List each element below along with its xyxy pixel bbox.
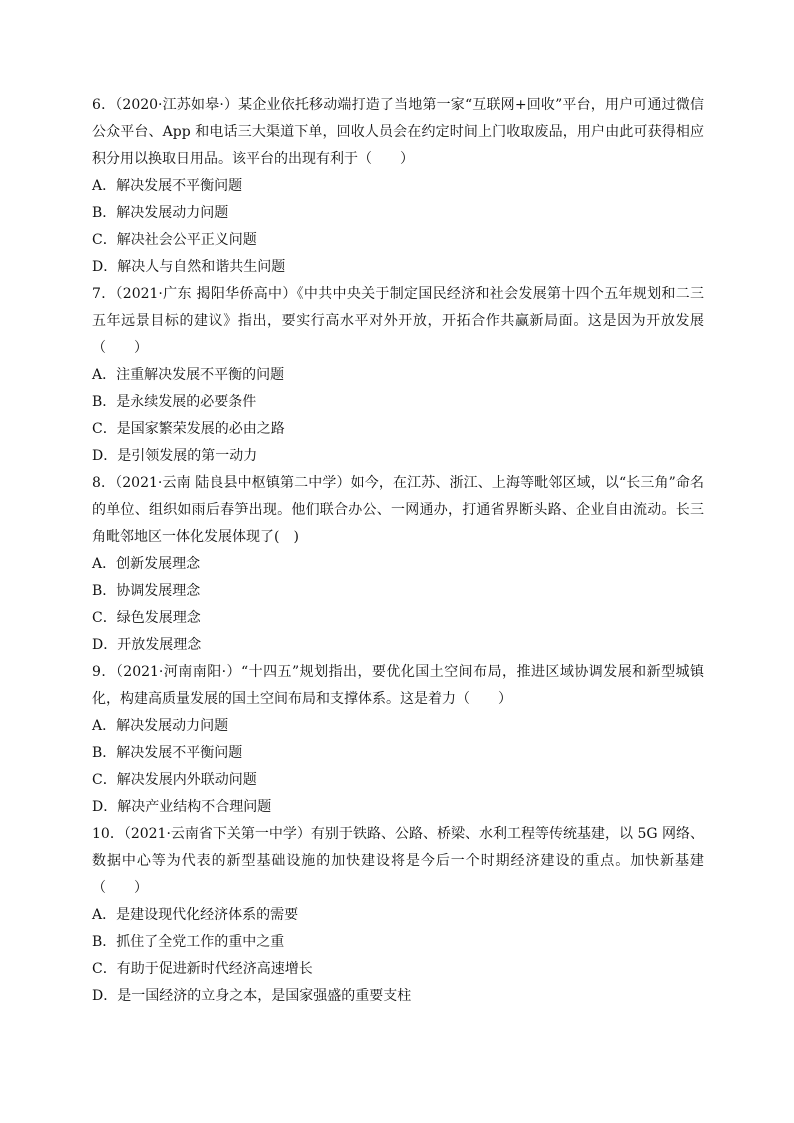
option-a: A．创新发展理念 (92, 556, 201, 572)
question-stem: 8．（2021·云南 陆良县中枢镇第二中学）如今，在江苏、浙江、上海等毗邻区域，以“长三角”命名的单位、组织如雨后春笋出现。他们联合办公、一网通办，打通省界断头路、企业自由流动。长三角毗邻地区一体化发展体现了( ) (92, 475, 704, 545)
option-c: C．解决社会公平正义问题 (92, 232, 257, 248)
option-d: D．开放发展理念 (92, 637, 202, 653)
question-stem: 10．（2021·云南省下关第一中学）有别于铁路、公路、桥梁、水利工程等传统基建，以 5G 网络、数据中心等为代表的新型基础设施的加快建设将是今后一个时期经济建设的重点。加快新基建（ ） (92, 826, 704, 896)
question-stem: 9．（2021·河南南阳·）“十四五”规划指出，要优化国土空间布局，推进区域协调发展和新型城镇化，构建高质量发展的国土空间布局和支撑体系。这是着力（ ） (92, 664, 704, 707)
question-6 (92, 92, 704, 281)
question-7 (92, 281, 704, 470)
option-b: B．抓住了全党工作的重中之重 (92, 934, 285, 950)
option-d: D．解决人与自然和谐共生问题 (92, 259, 286, 275)
option-b: B．解决发展动力问题 (92, 205, 229, 221)
question-stem: 7．（2021·广东 揭阳华侨高中）《中共中央关于制定国民经济和社会发展第十四个五年规划和二三五年远景目标的建议》指出，要实行高水平对外开放，开拓合作共赢新局面。这是因为开放发展（ ） (92, 286, 704, 356)
question-8 (92, 470, 704, 659)
question-stem: 6．（2020·江苏如皋·）某企业依托移动端打造了当地第一家“互联网+回收”平台，用户可通过微信公众平台、App 和电话三大渠道下单，回收人员会在约定时间上门收取废品，用户由此可获得相应积分用以换取日用品。该平台的出现有利于（ ） (92, 97, 704, 167)
option-c: C．绿色发展理念 (92, 610, 201, 626)
option-c: C．有助于促进新时代经济高速增长 (92, 961, 313, 977)
question-10 (92, 821, 704, 1010)
question-9 (92, 659, 704, 821)
option-a: A．注重解决发展不平衡的问题 (92, 367, 285, 383)
option-d: D．是一国经济的立身之本，是国家强盛的重要支柱 (92, 988, 412, 1004)
option-a: A．解决发展动力问题 (92, 718, 229, 734)
option-b: B．是永续发展的必要条件 (92, 394, 257, 410)
option-d: D．解决产业结构不合理问题 (92, 799, 272, 815)
option-b: B．协调发展理念 (92, 583, 201, 599)
option-d: D．是引领发展的第一动力 (92, 448, 258, 464)
option-a: A．是建设现代化经济体系的需要 (92, 907, 299, 923)
option-c: C．解决发展内外联动问题 (92, 772, 257, 788)
document-page (92, 92, 704, 1010)
option-a: A．解决发展不平衡问题 (92, 178, 243, 194)
option-b: B．解决发展不平衡问题 (92, 745, 243, 761)
option-c: C．是国家繁荣发展的必由之路 (92, 421, 285, 437)
